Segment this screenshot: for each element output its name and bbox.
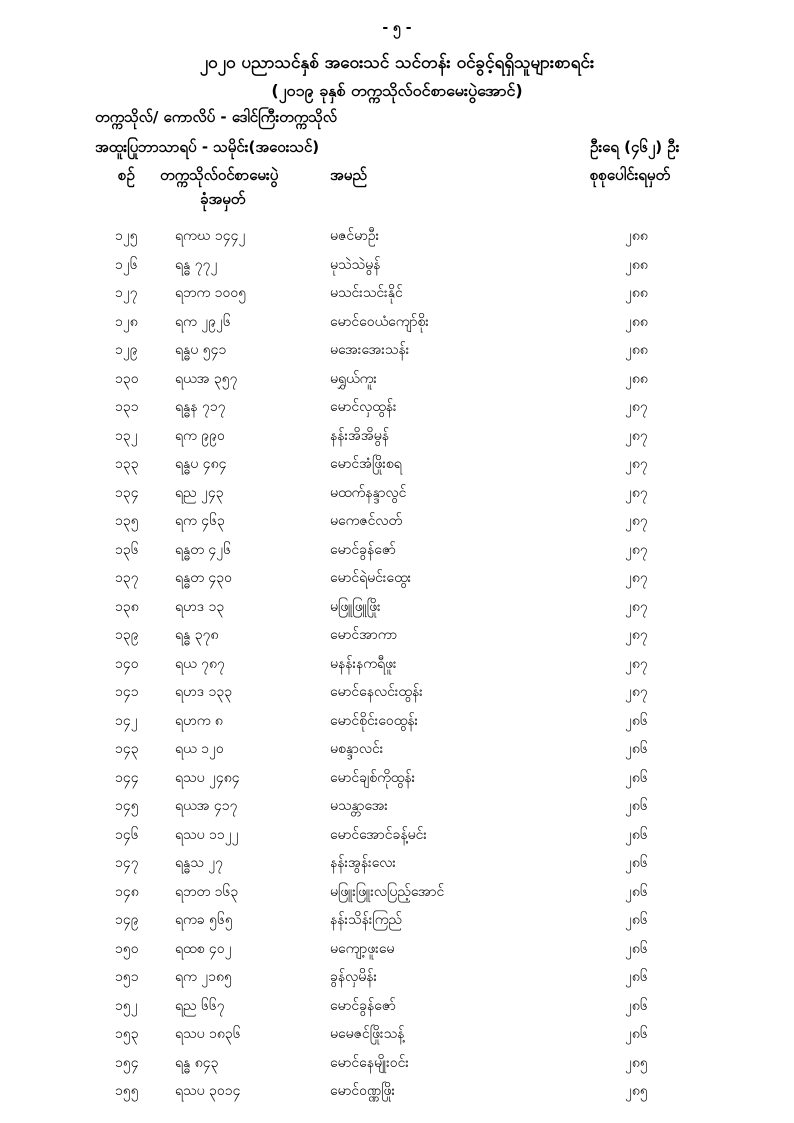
page-subtitle: (၂၀၁၉ ခုနှစ် တက္ကသိုလ်ဝင်စာမေးပွဲအောင်) (271, 81, 523, 100)
table-row (0, 676, 794, 705)
row-marks: ၂၈၅ (625, 1083, 648, 1099)
row-marks: ၂၈၆ (625, 769, 648, 786)
table-row (0, 534, 794, 563)
row-marks: ၂၈၇ (625, 598, 648, 615)
row-roll-no: ရထစ ၄၀၂ (175, 940, 232, 957)
row-name: မစန္ဒာလင်း (330, 741, 384, 757)
row-name: မသန္တာအေး (330, 798, 388, 814)
row-marks: ၂၈၇ (625, 655, 648, 672)
major-line: အထူးပြုဘာသာရပ် - သမိုင်း(အဝေးသင်) (95, 138, 320, 156)
row-marks: ၂၈၈ (625, 342, 648, 358)
row-roll-no: ရန္ဓပ ၄၈၄ (175, 456, 227, 472)
row-roll-no: ရယ ၇၈၇ (175, 655, 225, 672)
row-roll-no: ရဘတ ၁၆၃ (175, 883, 239, 900)
table-row (0, 448, 794, 477)
row-roll-no: ရန္ဓန ၇၁၇ (175, 399, 226, 415)
table-row (0, 990, 794, 1019)
table-row (0, 648, 794, 677)
table-row (0, 220, 794, 249)
row-no: ၁၃၁ (115, 399, 139, 415)
table-row (0, 1047, 794, 1076)
table-row (0, 1075, 794, 1104)
row-marks: ၂၈၅ (625, 1054, 648, 1071)
row-marks: ၂၈၈ (625, 285, 648, 301)
university-line: တက္ကသိုလ်/ ကောလိပ် - ‌ဒေါင်ကြီးတက္ကသိုလ် (95, 108, 337, 126)
row-no: ၁၃၈ (115, 598, 139, 615)
row-roll-no: ရန္ဓ ၇၇၂ (175, 256, 218, 273)
row-marks: ၂၈၆ (625, 855, 648, 871)
row-name: မောင်အာကာ (330, 627, 398, 643)
row-roll-no: ရည ၂၄၃ (175, 484, 224, 501)
table-row (0, 705, 794, 734)
row-no: ၁၅၀ (115, 940, 139, 957)
row-no: ၁၂၅ (115, 228, 138, 244)
row-name: မရွှယ်ကူး (330, 370, 377, 387)
row-no: ၁၃၄ (115, 484, 139, 501)
row-roll-no: ရဟဒ ၁၃၃ (175, 684, 233, 700)
row-marks: ၂၈၇ (625, 399, 648, 415)
row-marks: ၂၈၆ (625, 940, 648, 957)
row-marks: ၂၈၇ (625, 570, 648, 586)
row-name: မောင်နေမျိုးဝင်း (330, 1054, 409, 1071)
table-row (0, 762, 794, 791)
row-no: ၁၄၉ (115, 912, 139, 928)
table-row (0, 420, 794, 449)
header-roll-no: တက္ကသိုလ်ဝင်စာမေးပွဲ (160, 166, 279, 184)
row-name: ခွန်လှမိန်း (330, 969, 378, 985)
table-row (0, 477, 794, 506)
row-name: နန်းအွန်းလေး (330, 855, 396, 871)
row-marks: ၂၈၈ (625, 313, 648, 330)
table-row (0, 876, 794, 905)
row-marks: ၂၈၆ (625, 912, 648, 928)
table-row (0, 619, 794, 648)
row-roll-no: ရကဃ ၁၄၄၂ (175, 228, 246, 244)
table-row (0, 847, 794, 876)
table-row (0, 961, 794, 990)
row-no: ၁၃၃ (115, 456, 139, 472)
row-name: မောင်ချစ်ကိုထွန်း (330, 769, 416, 786)
row-marks: ၂၈၈ (625, 256, 648, 273)
row-name: မအေးအေးသန်း (330, 342, 410, 358)
row-roll-no: ရသပ ၁၈၃၆ (175, 1026, 241, 1042)
page-number: - ၅ - (382, 20, 412, 36)
row-no: ၁၄၀ (115, 655, 139, 672)
row-roll-no: ရသပ ၃၀၁၄ (175, 1083, 241, 1099)
row-marks: ၂၈၆ (625, 1026, 648, 1042)
row-marks: ၂၈၆ (625, 798, 648, 814)
row-no: ၁၄၈ (115, 883, 139, 900)
row-marks: ၂၈၆ (625, 997, 648, 1014)
row-marks: ၂၈၆ (625, 826, 648, 843)
row-name: မောင်ခွန်ဇော် (330, 541, 396, 558)
table-row (0, 591, 794, 620)
row-name: မထက်နန္ဒာလွင် (330, 484, 407, 501)
row-name: မောင်ရဲမင်းထွေး (330, 570, 412, 586)
row-roll-no: ရဟက ၈ (175, 712, 223, 729)
row-no: ၁၃၇ (115, 570, 139, 586)
row-name: မဇင်မာဦး (330, 228, 380, 244)
row-roll-no: ရသပ ၂၄၈၄ (175, 769, 240, 786)
row-name: မောင်လှထွန်း (330, 399, 397, 415)
table-row (0, 249, 794, 278)
row-no: ၁၃၀ (115, 370, 139, 387)
row-marks: ၂၈၆ (625, 969, 648, 985)
row-name: မဖြူးဖြူးလပြည့်အောင် (330, 883, 445, 900)
row-roll-no: ရည ၆၆၇ (175, 997, 225, 1014)
row-roll-no: ရက ၉၉၀ (175, 427, 225, 444)
row-no: ၁၄၅ (115, 798, 139, 814)
row-name: နန်းသိန်းကြည် (330, 912, 402, 928)
row-marks: ၂၈၇ (625, 627, 648, 643)
row-marks: ၂၈၆ (625, 883, 648, 900)
header-total-marks: စုစုပေါင်းရမှတ် (590, 166, 671, 184)
row-no: ၁၂၇ (115, 285, 138, 301)
row-marks: ၂၈၆ (625, 712, 648, 729)
header-no: စဉ် (118, 166, 135, 184)
row-roll-no: ရန္ဓတ ၄၃၀ (175, 570, 232, 586)
table-row (0, 391, 794, 420)
row-marks: ၂၈၇ (625, 684, 648, 700)
row-no: ၁၂၆ (115, 256, 138, 273)
row-marks: ၂၈၆ (625, 741, 648, 757)
table-row (0, 562, 794, 591)
row-name: မောင်အောင်ခန့်မင်း (330, 826, 427, 843)
row-no: ၁၄၄ (115, 769, 139, 786)
row-marks: ၂၈၇ (625, 484, 648, 501)
row-no: ၁၄၂ (115, 712, 138, 729)
row-marks: ၂၈၇ (625, 513, 648, 529)
table-row (0, 933, 794, 962)
row-roll-no: ရယ ၁၂၀ (175, 741, 224, 757)
row-no: ၁၃၂ (115, 427, 138, 444)
row-no: ၁၄၁ (115, 684, 139, 700)
row-roll-no: ရသပ ၁၁၂၂ (175, 826, 239, 843)
row-roll-no: ရန္ဓသ ၂၇ (175, 855, 224, 871)
row-roll-no: ရယအ ၄၁၇ (175, 798, 238, 814)
row-no: ၁၄၆ (115, 826, 139, 843)
table-row (0, 505, 794, 534)
row-no: ၁၄၃ (115, 741, 139, 757)
row-roll-no: ရက ၂၉၂၆ (175, 313, 231, 330)
row-roll-no: ရဘက ၁၀၀၅ (175, 285, 247, 301)
row-roll-no: ရန္ဓ ၈၄၃ (175, 1054, 219, 1071)
row-roll-no: ရကခ ၅၆၅ (175, 912, 233, 928)
table-row (0, 363, 794, 392)
row-no: ၁၂၈ (115, 313, 138, 330)
row-name: မောင်စိုင်းဝေထွန်း (330, 712, 419, 729)
row-name: မမေဇင်ဖြိုးသန့် (330, 1026, 405, 1042)
row-roll-no: ရက ၂၁၈၅ (175, 969, 232, 985)
row-no: ၁၃၅ (115, 513, 139, 529)
row-roll-no: ရယအ ၃၅၇ (175, 370, 238, 387)
results-table (0, 220, 794, 1104)
row-marks: ၂၈၈ (625, 370, 648, 387)
row-no: ၁၅၃ (115, 1026, 139, 1042)
row-no: ၁၅၁ (115, 969, 139, 985)
row-no: ၁၃၆ (115, 541, 139, 558)
row-name: မုသဲသဲမွန် (330, 256, 381, 273)
table-row (0, 819, 794, 848)
row-name: နန်းအိအိမွန် (330, 427, 389, 444)
table-row (0, 334, 794, 363)
table-row (0, 277, 794, 306)
row-roll-no: ရက ၄၆၃ (175, 513, 225, 529)
row-roll-no: ရဟဒ ၁၃ (175, 598, 225, 615)
table-row (0, 904, 794, 933)
row-no: ၁၅၂ (115, 997, 138, 1014)
row-name: မသင်းသင်းနိုင် (330, 285, 403, 301)
row-name: မောင်နေလင်းထွန်း (330, 684, 423, 700)
row-no: ၁၂၉ (115, 342, 138, 358)
row-name: မောင်ဝေယံကျော်စိုး (330, 313, 429, 330)
total-count: ဦးရေ (၄၆၂) ဦး (590, 138, 680, 156)
table-row (0, 306, 794, 335)
row-roll-no: ရန္ဓပ ၅၄၁ (175, 342, 227, 358)
row-name: မကေဇင်လတ် (330, 513, 403, 529)
row-roll-no: ရန္ဓ ၃၇၈ (175, 627, 219, 643)
row-no: ၁၃၉ (115, 627, 139, 643)
row-name: မကျော့ဖူးမေ (330, 940, 395, 957)
table-row (0, 733, 794, 762)
row-marks: ၂၈၇ (625, 427, 648, 444)
row-name: မောင်အံဖြိုးစရ (330, 456, 402, 472)
row-name: မောင်ဝဏ္ဏဖြိုး (330, 1083, 395, 1099)
row-marks: ၂၈၇ (625, 541, 648, 558)
page-title: ၂၀၂၀ ပညာသင်နှစ် အဝေးသင် သင်တန်း ဝင်ခွင့်ရရှိသူများစာရင်း (199, 53, 595, 73)
row-roll-no: ရန္ဓတ ၄၂၆ (175, 541, 231, 558)
header-name: အမည် (330, 166, 367, 184)
row-marks: ၂၈၈ (625, 228, 648, 244)
row-name: မောင်ခွန်ဇော် (330, 997, 396, 1014)
row-name: မနန်းနကရီဖူး (330, 655, 397, 672)
header-roll-no-line2: ခုံအမှတ် (200, 190, 246, 208)
row-name: မဖြူဖြူဖြိုး (330, 598, 381, 615)
table-row (0, 790, 794, 819)
table-row (0, 1018, 794, 1047)
row-marks: ၂၈၇ (625, 456, 648, 472)
row-no: ၁၅၄ (115, 1054, 139, 1071)
row-no: ၁၅၅ (115, 1083, 139, 1099)
row-no: ၁၄၇ (115, 855, 139, 871)
